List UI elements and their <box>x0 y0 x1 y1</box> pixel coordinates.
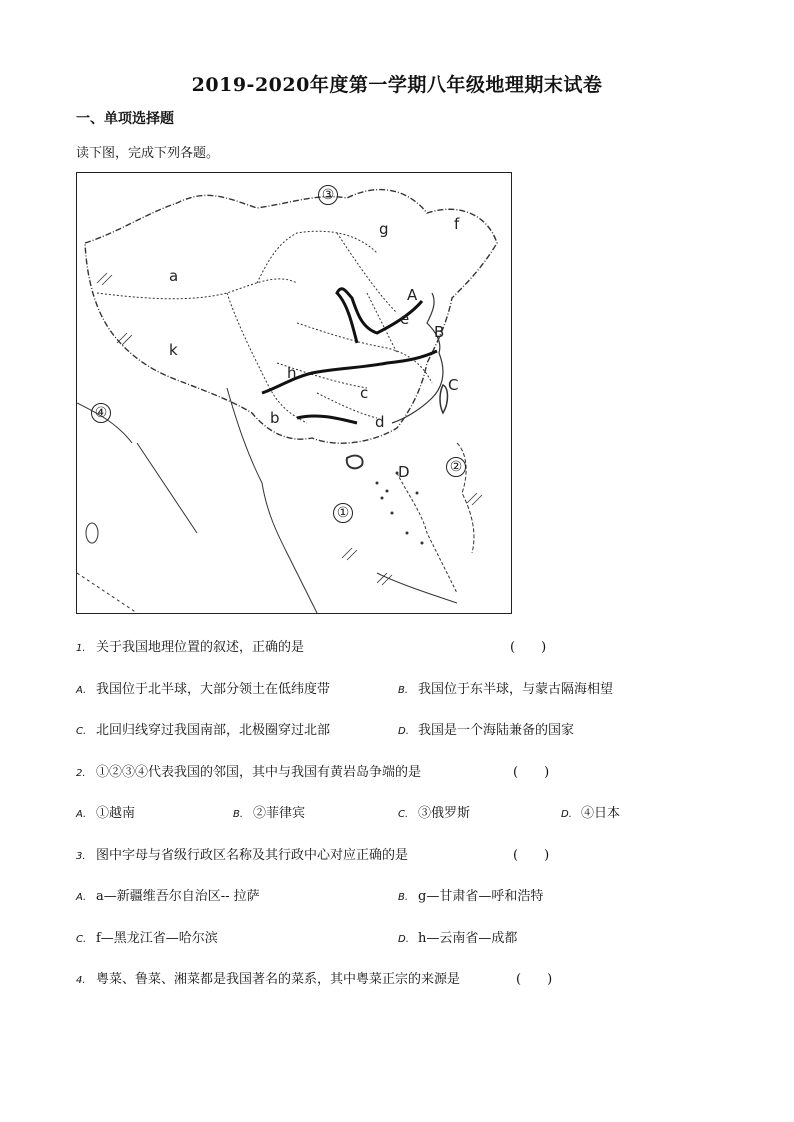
map-label-2: ② <box>446 457 466 477</box>
option-1-B: B. 我国位于东半球，与蒙古隔海相望 <box>398 682 614 697</box>
question-number: 4. <box>76 975 86 986</box>
section-heading: 一、单项选择题 <box>76 111 174 127</box>
option-2-A: A. ①越南 <box>76 806 136 821</box>
answer-bracket: ( ) <box>516 972 553 987</box>
question-number: 1. <box>76 643 86 654</box>
option-1-D: D. 我国是一个海陆兼备的国家 <box>398 723 575 738</box>
map-label-D: D <box>398 463 410 481</box>
option-3-C: C. f—黑龙江省—哈尔滨 <box>76 931 218 946</box>
question-text: 关于我国地理位置的叙述，正确的是 <box>96 640 305 655</box>
map-label-d: d <box>375 413 385 431</box>
question-3 <box>76 844 408 863</box>
question-number: 2. <box>76 768 86 779</box>
map-label-A: A <box>407 286 418 304</box>
question-text: 粤菜、鲁菜、湘菜都是我国著名的菜系，其中粤菜正宗的来源是 <box>96 972 461 987</box>
map-label-k: k <box>169 341 178 359</box>
map-label-B: B <box>434 323 445 341</box>
question-text: 图中字母与省级行政区名称及其行政中心对应正确的是 <box>96 848 409 863</box>
option-3-A: A. a—新疆维吾尔自治区-- 拉萨 <box>76 889 260 904</box>
map-label-c: c <box>360 384 369 402</box>
option-1-A: A. 我国位于北半球，大部分领土在低纬度带 <box>76 682 331 697</box>
answer-bracket: ( ) <box>513 765 550 780</box>
page-title: 2019-2020年度第一学期八年级地理期末试卷 <box>191 74 603 96</box>
map-label-f: f <box>454 215 460 233</box>
option-3-B: B. g—甘肃省—呼和浩特 <box>398 889 544 904</box>
question-number: 3. <box>76 851 86 862</box>
map-label-C: C <box>448 376 459 394</box>
option-2-D: D. ④日本 <box>561 806 621 821</box>
option-1-C: C. 北回归线穿过我国南部，北极圈穿过北部 <box>76 723 331 738</box>
question-2 <box>76 761 421 780</box>
question-text: ①②③④代表我国的邻国，其中与我国有黄岩岛争端的是 <box>96 765 422 780</box>
option-2-B: B. ②菲律宾 <box>233 806 306 821</box>
map-label-b: b <box>270 409 280 427</box>
option-2-C: C. ③俄罗斯 <box>398 806 471 821</box>
map-label-g: g <box>379 220 389 238</box>
answer-bracket: ( ) <box>510 640 547 655</box>
china-map-figure <box>76 172 512 614</box>
instruction-text: 读下图，完成下列各题。 <box>76 146 220 161</box>
question-4 <box>76 968 460 987</box>
map-label-e: e <box>400 310 410 328</box>
option-3-D: D. h—云南省—成都 <box>398 931 518 946</box>
map-label-3: ③ <box>318 185 338 205</box>
map-drawing <box>77 173 513 615</box>
map-label-1: ① <box>333 503 353 523</box>
question-1 <box>76 636 304 655</box>
map-label-a: a <box>169 267 179 285</box>
map-label-4: ④ <box>91 403 111 423</box>
answer-bracket: ( ) <box>513 848 550 863</box>
map-label-h: h <box>287 364 297 382</box>
